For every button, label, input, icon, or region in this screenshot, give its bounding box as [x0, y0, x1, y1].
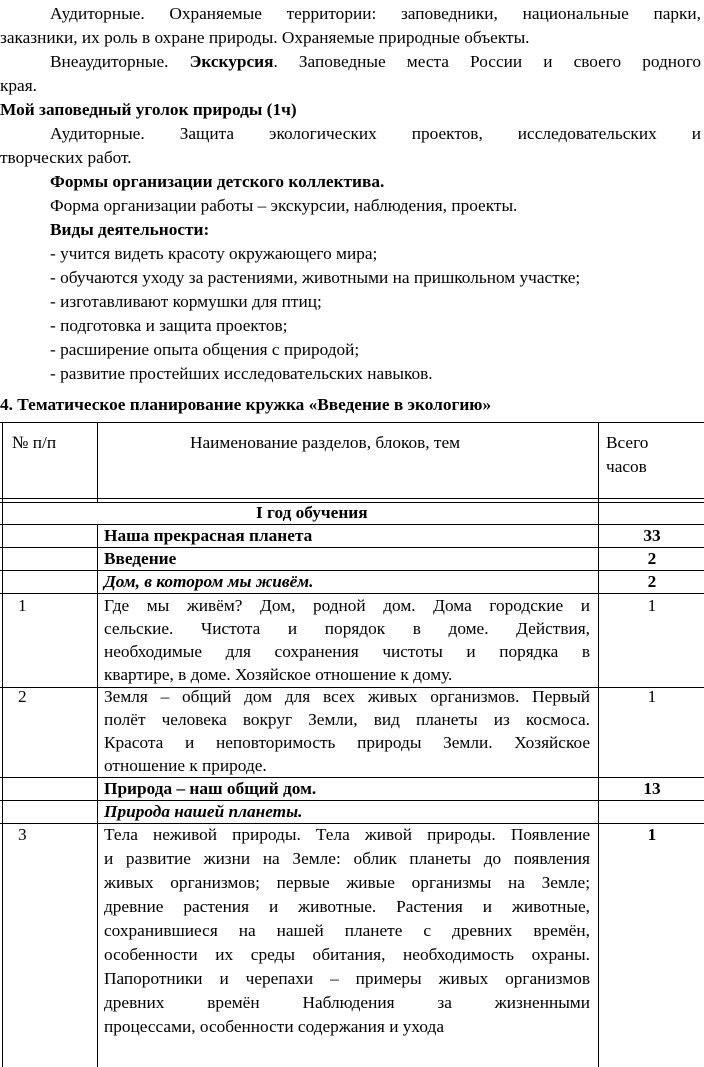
forms-heading: Формы организации детского коллектива. [50, 172, 385, 191]
section-row-hours: 2 [647, 572, 657, 591]
row-text-line: Где мы живём? Дом, родной дом. Дома городские и [104, 596, 590, 615]
text-span: . Заповедные места России и своего родного [273, 52, 701, 71]
table-border [97, 422, 98, 503]
paragraph-line: края. [0, 76, 37, 95]
row-hours: 1 [647, 596, 657, 615]
section-row-title: Природа – наш общий дом. [104, 779, 317, 798]
text-span: Внеаудиторные. [50, 52, 190, 71]
section-row-hours: 33 [643, 526, 661, 545]
year-label: I год обучения [256, 503, 368, 522]
row-text-line: сохранившиеся на нашей планете с древних времён, [104, 921, 590, 940]
row-hours: 1 [647, 687, 657, 706]
row-hours: 1 [647, 825, 657, 844]
activities-heading: Виды деятельности: [50, 220, 210, 239]
section-row-hours: 13 [643, 779, 661, 798]
row-text-line: процессами, особенности содержания и ухода [104, 1017, 444, 1036]
list-item: - развитие простейших исследовательских навыков. [50, 364, 433, 383]
section-row-title: Дом, в котором мы живём. [104, 572, 314, 591]
header-name: Наименование разделов, блоков, тем [190, 433, 461, 452]
row-number: 2 [18, 687, 27, 706]
section-row-title: Наша прекрасная планета [104, 526, 313, 545]
header-hours: Всего [606, 433, 649, 452]
table-border [2, 422, 3, 1067]
paragraph-line: заказники, их роль в охране природы. Охраняемые природные объекты. [0, 28, 530, 47]
section-row-title: Введение [104, 549, 177, 568]
subsection-heading: Мой заповедный уголок природы (1ч) [0, 100, 297, 119]
row-text-line: полёт человека вокруг Земли, вид планеты из космоса. [104, 710, 590, 729]
section-row-hours: 2 [647, 549, 657, 568]
paragraph-line: Аудиторные. Охраняемые территории: заповедники, национальные парки, [50, 4, 701, 23]
table-border [97, 524, 98, 1067]
paragraph-line: творческих работ. [0, 148, 132, 167]
row-text-line: и развитие жизни на Земле: облик планеты до появления [104, 849, 590, 868]
paragraph-line [50, 50, 701, 74]
header-num: № п/п [12, 433, 57, 452]
section-title: 4. Тематическое планирование кружка «Введение в экологию» [0, 395, 492, 414]
row-text-line: квартире, в доме. Хозяйское отношение к дому. [104, 665, 453, 684]
row-text-line: древних времён Наблюдения за жизненными [104, 993, 590, 1012]
row-text-line: Тела неживой природы. Тела живой природы. Появление [104, 825, 590, 844]
row-number: 1 [18, 596, 27, 615]
row-text-line: живых организмов; первые живые организмы на Земле; [104, 873, 590, 892]
row-text-line: отношение к природе. [104, 756, 267, 775]
row-text-line: Красота и неповторимость природы Земли. Хозяйское [104, 733, 590, 752]
forms-text: Форма организации работы – экскурсии, наблюдения, проекты. [50, 196, 518, 215]
paragraph-line: Аудиторные. Защита экологических проектов, исследовательских и [50, 124, 701, 143]
excursion-bold: Экскурсия [189, 52, 274, 71]
table-border [598, 422, 599, 1067]
row-text-line: особенности их среды обитания, необходимость охраны. [104, 945, 590, 964]
row-number: 3 [18, 825, 27, 844]
row-text-line: Земля – общий дом для всех живых организмов. Первый [104, 687, 590, 706]
list-item: - подготовка и защита проектов; [50, 316, 288, 335]
section-row-title: Природа нашей планеты. [104, 802, 303, 821]
list-item: - расширение опыта общения с природой; [50, 340, 360, 359]
list-item: - изготавливают кормушки для птиц; [50, 292, 322, 311]
row-text-line: Папоротники и черепахи – примеры живых организмов [104, 969, 590, 988]
row-text-line: древние растения и животные. Растения и животные, [104, 897, 590, 916]
row-text-line: сельские. Чистота и порядок в доме. Действия, [104, 619, 590, 638]
row-text-line: необходимые для сохранения чистоты и порядка в [104, 642, 590, 661]
list-item: - учится видеть красоту окружающего мира; [50, 244, 378, 263]
list-item: - обучаются уходу за растениями, животными на пришкольном участке; [50, 268, 581, 287]
header-hours: часов [606, 457, 647, 476]
